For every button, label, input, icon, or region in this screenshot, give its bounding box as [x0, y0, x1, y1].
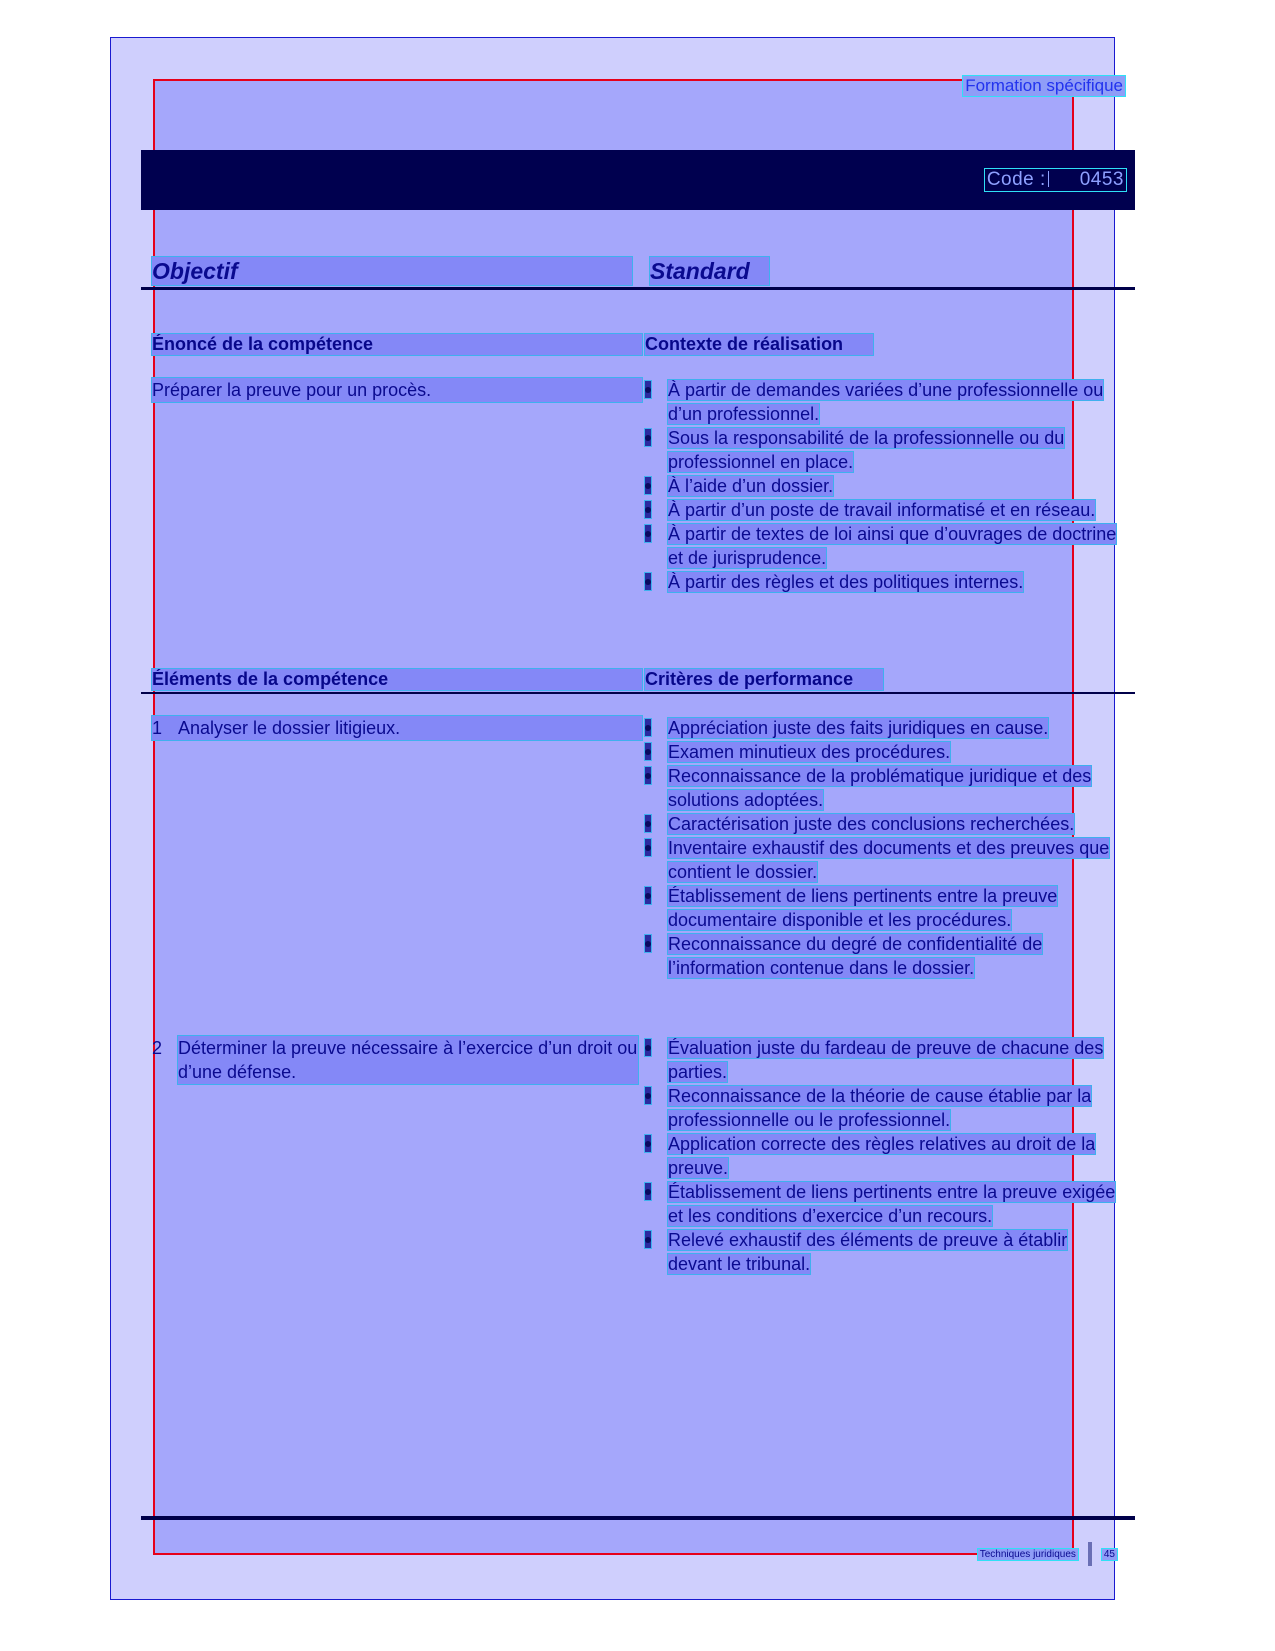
criteria-list-2	[645, 1036, 1125, 1276]
section-rule	[141, 692, 1135, 694]
bullet-icon	[645, 501, 651, 518]
page-footer	[978, 1542, 1117, 1566]
footer-rule	[141, 1516, 1135, 1520]
bullet-icon	[645, 429, 651, 446]
criteria-list-1	[645, 716, 1125, 980]
code-separator	[1048, 171, 1049, 187]
element-text: Analyser le dossier litigieux.	[178, 718, 401, 738]
element-number: 1	[152, 718, 163, 738]
column-heading-standard: Standard	[650, 257, 769, 285]
bullet-icon	[645, 935, 651, 952]
statement-title: Énoncé de la compétence	[152, 334, 642, 355]
bullet-icon	[645, 1135, 651, 1152]
column-heading-objective: Objectif	[152, 257, 632, 285]
element-2	[152, 1036, 642, 1084]
footer-divider	[1088, 1542, 1092, 1566]
program-type: Formation spécifique	[965, 76, 1123, 95]
list-item: À l’aide d’un dossier.	[645, 474, 1125, 498]
list-item: Relevé exhaustif des éléments de preuve à établir devant le tribunal.	[645, 1228, 1125, 1276]
bullet-icon	[645, 719, 651, 736]
bullet-icon	[645, 767, 651, 784]
course-code	[985, 169, 1126, 191]
element-1	[152, 716, 642, 740]
criteria-title: Critères de performance	[645, 669, 883, 690]
bullet-icon	[645, 573, 651, 590]
list-item: Reconnaissance de la problématique juridique et des solutions adoptées.	[645, 764, 1125, 812]
list-item: Sous la responsabilité de la professionnelle ou du professionnel en place.	[645, 426, 1125, 474]
elements-title: Éléments de la compétence	[152, 669, 642, 690]
bullet-icon	[645, 525, 651, 542]
page-number: 45	[1103, 1548, 1115, 1560]
context-title: Contexte de réalisation	[645, 334, 873, 355]
competency-statement: Préparer la preuve pour un procès.	[152, 378, 642, 402]
list-item: Inventaire exhaustif des documents et des preuves que contient le dossier.	[645, 836, 1125, 884]
list-item: À partir d’un poste de travail informatisé et en réseau.	[645, 498, 1125, 522]
list-item: À partir des règles et des politiques internes.	[645, 570, 1125, 594]
footer-program: Techniques juridiques	[979, 1548, 1076, 1560]
list-item: Examen minutieux des procédures.	[645, 740, 1125, 764]
list-item: Établissement de liens pertinents entre la preuve exigée et les conditions d’exercice d’un recours.	[645, 1180, 1125, 1228]
list-item: Application correcte des règles relatives au droit de la preuve.	[645, 1132, 1125, 1180]
list-item: À partir de demandes variées d’une professionnelle ou d’un professionnel.	[645, 378, 1125, 426]
heading-rule	[141, 287, 1135, 290]
list-item: Reconnaissance de la théorie de cause établie par la professionnelle ou le professionnel.	[645, 1084, 1125, 1132]
list-item: À partir de textes de loi ainsi que d’ouvrages de doctrine et de jurisprudence.	[645, 522, 1125, 570]
bullet-icon	[645, 1183, 651, 1200]
bullet-icon	[645, 1087, 651, 1104]
code-label: Code :	[986, 169, 1046, 190]
bullet-icon	[645, 1231, 651, 1248]
list-item: Évaluation juste du fardeau de preuve de chacune des parties.	[645, 1036, 1125, 1084]
list-item: Établissement de liens pertinents entre la preuve documentaire disponible et les procédures.	[645, 884, 1125, 932]
code-value: 0453	[1079, 169, 1124, 190]
bullet-icon	[645, 743, 651, 760]
bullet-icon	[645, 815, 651, 832]
list-item: Reconnaissance du degré de confidentialité de l’information contenue dans le dossier.	[645, 932, 1125, 980]
element-text: Déterminer la preuve nécessaire à l’exercice d’un droit ou d’une défense.	[178, 1038, 638, 1082]
list-item: Appréciation juste des faits juridiques en cause.	[645, 716, 1125, 740]
context-list	[645, 378, 1125, 594]
bullet-icon	[645, 887, 651, 904]
bullet-icon	[645, 477, 651, 494]
element-number: 2	[152, 1038, 163, 1058]
bullet-icon	[645, 381, 651, 398]
list-item: Caractérisation juste des conclusions recherchées.	[645, 812, 1125, 836]
bullet-icon	[645, 1039, 651, 1056]
bullet-icon	[645, 839, 651, 856]
